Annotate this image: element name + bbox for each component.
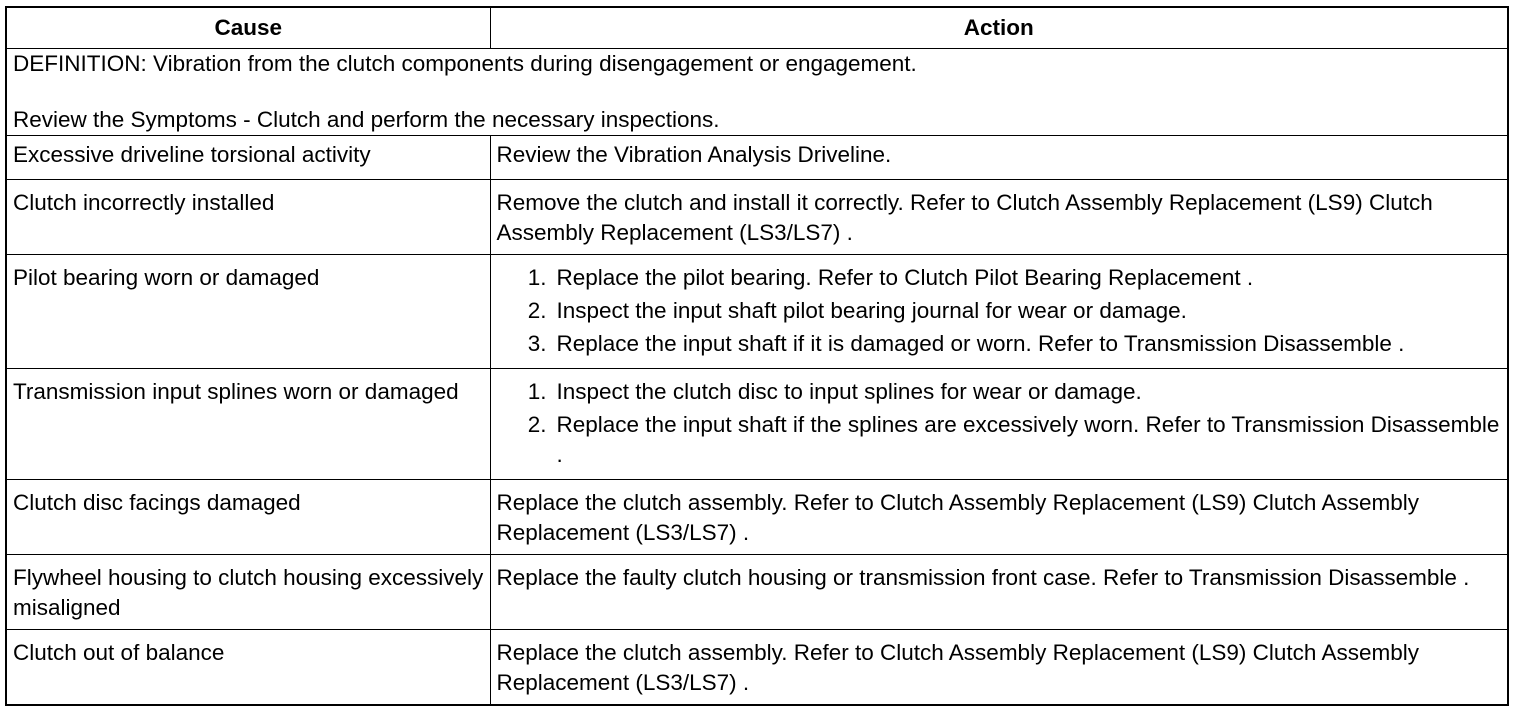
action-cell: Remove the clutch and install it correctly. Refer to Clutch Assembly Replacement (LS9) Clutch Assembly Replacement (LS3/LS7) . <box>490 180 1508 255</box>
table-row <box>6 369 1508 480</box>
action-cell: Replace the clutch assembly. Refer to Clutch Assembly Replacement (LS9) Clutch Assembly Replacement (LS3/LS7) . <box>490 630 1508 706</box>
table-row <box>6 555 1508 630</box>
list-item <box>497 296 1502 326</box>
table-row <box>6 255 1508 369</box>
step-number: 2. <box>527 298 547 323</box>
step-number: 2. <box>527 412 547 437</box>
list-item <box>497 329 1502 359</box>
definition-text: DEFINITION: Vibration from the clutch components during disengagement or engagement. <box>13 51 917 76</box>
action-cell: Replace the faulty clutch housing or transmission front case. Refer to Transmission Disassemble . <box>490 555 1508 630</box>
symptoms-instruction: Review the Symptoms - Clutch and perform the necessary inspections. <box>13 107 720 132</box>
table-row <box>6 136 1508 180</box>
cause-cell: Clutch out of balance <box>6 630 490 706</box>
column-header-cause: Cause <box>6 7 490 49</box>
action-cell: Review the Vibration Analysis Driveline. <box>490 136 1508 180</box>
table-row <box>6 480 1508 555</box>
definition-row <box>6 49 1508 136</box>
step-text: Inspect the clutch disc to input splines for wear or damage. <box>556 379 1142 404</box>
action-cell <box>490 255 1508 369</box>
cause-cell: Pilot bearing worn or damaged <box>6 255 490 369</box>
diagnostic-table <box>5 6 1509 706</box>
list-item <box>497 263 1502 293</box>
column-header-action: Action <box>490 7 1508 49</box>
definition-cell <box>6 49 1508 136</box>
step-text: Replace the input shaft if the splines are excessively worn. Refer to Transmission Disassemble . <box>556 412 1500 467</box>
action-cell <box>490 369 1508 480</box>
step-number: 1. <box>527 265 547 290</box>
step-number: 1. <box>527 379 547 404</box>
action-steps-list <box>497 377 1502 470</box>
action-steps-list <box>497 263 1502 359</box>
list-item <box>497 410 1502 470</box>
step-number: 3. <box>527 331 547 356</box>
step-text: Inspect the input shaft pilot bearing journal for wear or damage. <box>556 298 1187 323</box>
table-row <box>6 630 1508 706</box>
cause-cell: Excessive driveline torsional activity <box>6 136 490 180</box>
cause-cell: Transmission input splines worn or damaged <box>6 369 490 480</box>
cause-cell: Flywheel housing to clutch housing excessively misaligned <box>6 555 490 630</box>
table-header-row <box>6 7 1508 49</box>
cause-cell: Clutch disc facings damaged <box>6 480 490 555</box>
table-row <box>6 180 1508 255</box>
action-cell: Replace the clutch assembly. Refer to Clutch Assembly Replacement (LS9) Clutch Assembly Replacement (LS3/LS7) . <box>490 480 1508 555</box>
cause-cell: Clutch incorrectly installed <box>6 180 490 255</box>
step-text: Replace the input shaft if it is damaged or worn. Refer to Transmission Disassemble . <box>556 331 1405 356</box>
list-item <box>497 377 1502 407</box>
step-text: Replace the pilot bearing. Refer to Clutch Pilot Bearing Replacement . <box>556 265 1254 290</box>
